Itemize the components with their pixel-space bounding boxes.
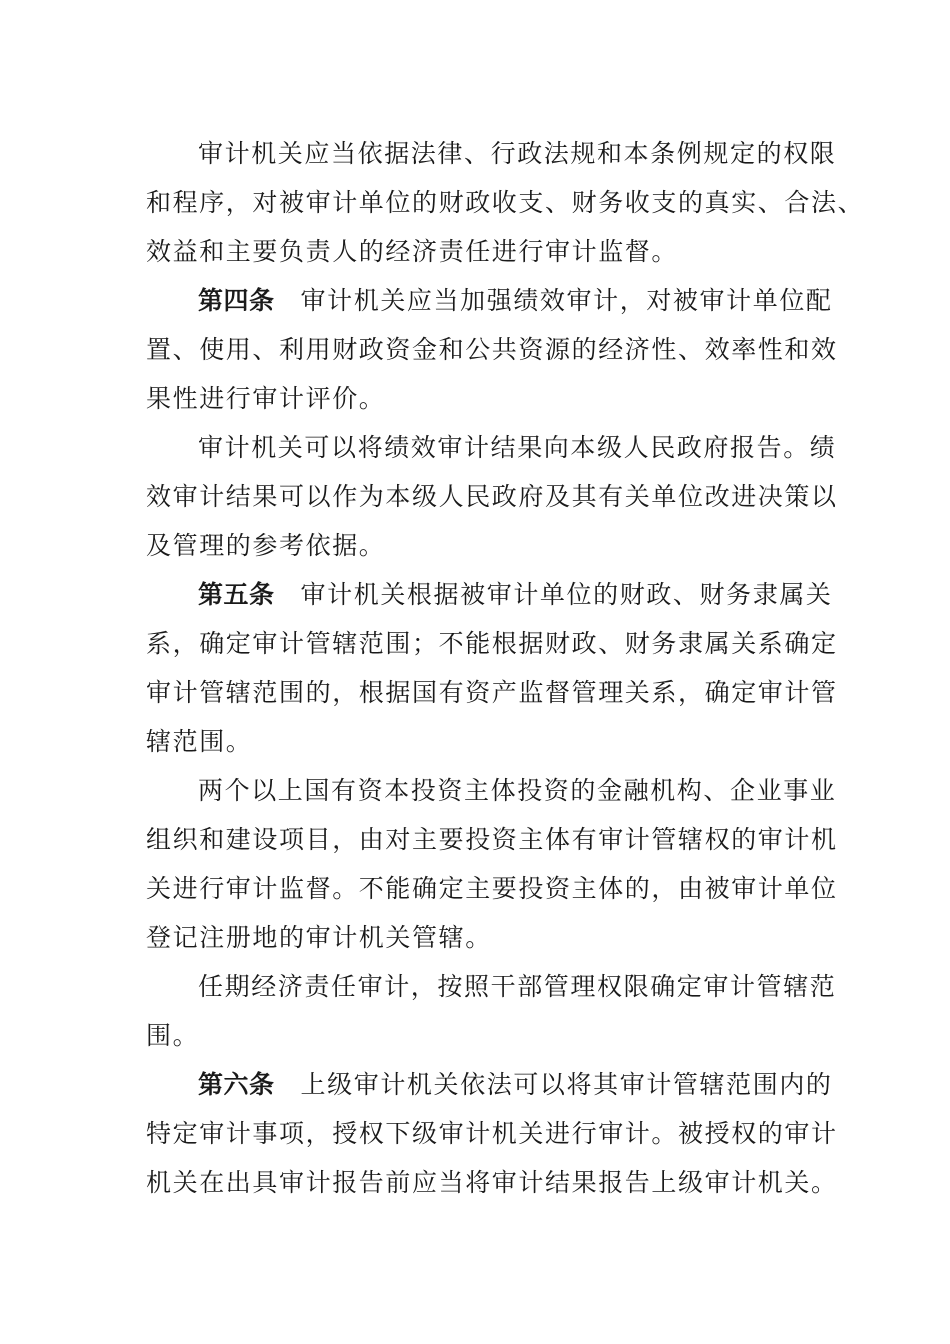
article-first-line: [146, 1060, 833, 1109]
paragraph-line: 及管理的参考依据。: [146, 531, 386, 560]
article-number: 第六条: [198, 1070, 275, 1099]
paragraph-audit-authority: [146, 129, 865, 276]
paragraph-line: 审计机关可以将绩效审计结果向本级人民政府报告。绩: [198, 433, 837, 462]
article-six: [146, 1060, 838, 1207]
document-body: [146, 129, 865, 1207]
paragraph-line: 效审计结果可以作为本级人民政府及其有关单位改进决策以: [146, 482, 838, 511]
article-four: [146, 276, 838, 423]
paragraph-performance-report: [146, 423, 838, 570]
paragraph-line: 两个以上国有资本投资主体投资的金融机构、企业事业: [198, 776, 837, 805]
paragraph-term-audit: [146, 962, 837, 1060]
paragraph-line: 任期经济责任审计，按照干部管理权限确定审计管辖范: [198, 972, 837, 1001]
paragraph-line: 特定审计事项，授权下级审计机关进行审计。被授权的审计: [146, 1119, 838, 1148]
paragraph-line: 系，确定审计管辖范围；不能根据财政、财务隶属关系确定: [146, 629, 838, 658]
article-number: 第五条: [198, 580, 275, 609]
paragraph-line: 果性进行审计评价。: [146, 384, 386, 413]
paragraph-line: 审计机关应当依据法律、行政法规和本条例规定的权限: [198, 139, 837, 168]
paragraph-line: 置、使用、利用财政资金和公共资源的经济性、效率性和效: [146, 335, 838, 364]
article-first-line: [146, 276, 833, 325]
article-five: [146, 570, 838, 766]
paragraph-line: 登记注册地的审计机关管辖。: [146, 923, 492, 952]
paragraph-line: 辖范围。: [146, 727, 253, 756]
paragraph-line: 机关在出具审计报告前应当将审计结果报告上级审计机关。: [146, 1168, 838, 1197]
paragraph-line-text: 审计机关应当加强绩效审计，对被审计单位配: [300, 286, 833, 315]
paragraph-line: 关进行审计监督。不能确定主要投资主体的，由被审计单位: [146, 874, 838, 903]
paragraph-line: 组织和建设项目，由对主要投资主体有审计管辖权的审计机: [146, 825, 838, 854]
paragraph-line-text: 上级审计机关依法可以将其审计管辖范围内的: [300, 1070, 833, 1099]
paragraph-line-text: 审计机关根据被审计单位的财政、财务隶属关: [300, 580, 833, 609]
paragraph-joint-investment: [146, 766, 838, 962]
paragraph-line: 效益和主要负责人的经济责任进行审计监督。: [146, 237, 679, 266]
paragraph-line: 审计管辖范围的，根据国有资产监督管理关系，确定审计管: [146, 678, 838, 707]
article-first-line: [146, 570, 833, 619]
paragraph-line: 围。: [146, 1021, 200, 1050]
article-number: 第四条: [198, 286, 275, 315]
paragraph-line: 和程序，对被审计单位的财政收支、财务收支的真实、合法、: [146, 188, 865, 217]
